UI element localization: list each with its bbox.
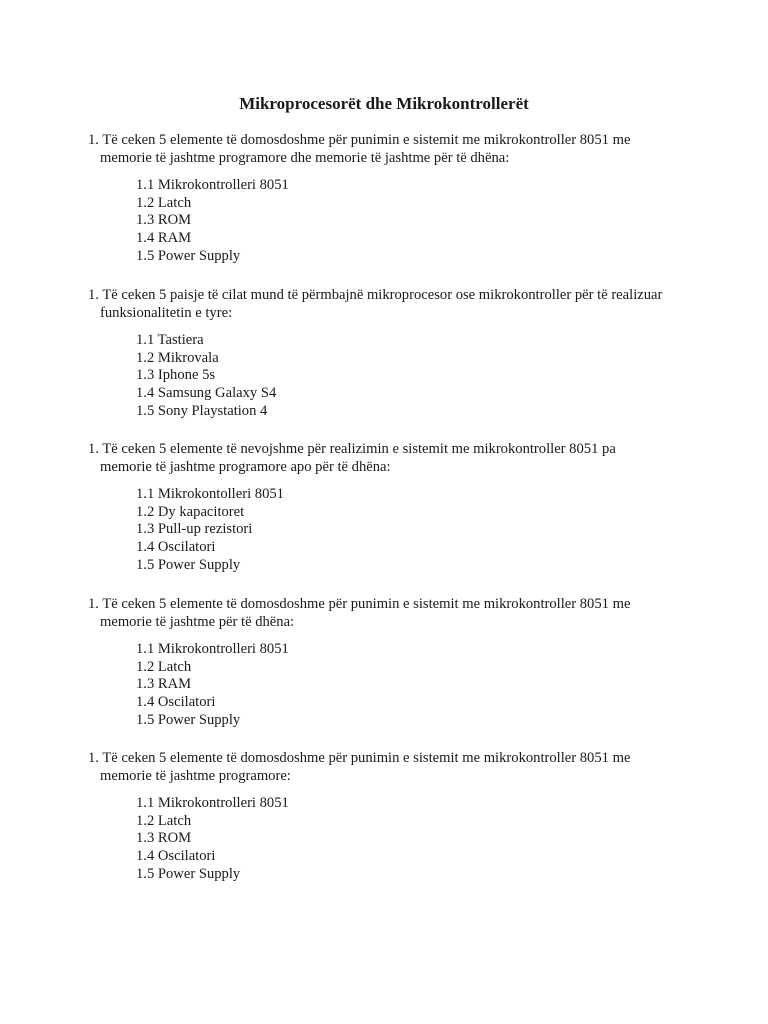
question-text: [88, 749, 668, 785]
question-text: [88, 595, 668, 631]
list-item: 1.2 Mikrovala: [136, 349, 219, 366]
list-item: 1.2 Latch: [136, 658, 192, 675]
list-item: 1.4 RAM: [136, 230, 192, 247]
question-number: 1.: [88, 287, 99, 303]
question-body: Të ceken 5 elemente të nevojshme për realizimin e sistemit me mikrokontroller 8051 pa memorie të jashtme programore apo për të dhëna:: [100, 441, 616, 475]
list-item: 1.5 Power Supply: [136, 711, 241, 728]
list-item: 1.3 ROM: [136, 830, 192, 847]
answer-list: [88, 332, 668, 421]
list-item: 1.3 Iphone 5s: [136, 367, 216, 384]
list-item: 1.2 Latch: [136, 812, 192, 829]
list-item: 1.1 Mikrokontrolleri 8051: [136, 795, 289, 811]
list-item: 1.4 Oscilatori: [136, 539, 216, 556]
question-number: 1.: [88, 596, 99, 612]
question-body: Të ceken 5 elemente të domosdoshme për punimin e sistemit me mikrokontroller 8051 me memorie të jashtme programore:: [100, 750, 631, 784]
question-text: [88, 286, 668, 322]
list-item: 1.5 Sony Playstation 4: [136, 402, 268, 419]
answer-list: [88, 795, 668, 884]
question-1: [88, 131, 668, 266]
question-body: Të ceken 5 paisje të cilat mund të përmbajnë mikroprocesor ose mikrokontroller për të realizuar funksionalitetin e tyre:: [100, 287, 663, 321]
question-text: [88, 131, 668, 167]
question-number: 1.: [88, 441, 99, 457]
question-number: 1.: [88, 750, 99, 766]
answer-list: [88, 177, 668, 266]
question-4: [88, 595, 668, 730]
question-text: [88, 440, 668, 476]
list-item: 1.5 Power Supply: [136, 556, 241, 573]
list-item: 1.3 RAM: [136, 676, 192, 693]
question-5: [88, 749, 668, 884]
list-item: 1.4 Oscilatori: [136, 694, 216, 711]
list-item: 1.1 Tastiera: [136, 332, 204, 348]
list-item: 1.2 Dy kapacitoret: [136, 503, 245, 520]
list-item: 1.1 Mikrokontrolleri 8051: [136, 641, 289, 657]
list-item: 1.4 Samsung Galaxy S4: [136, 385, 277, 402]
question-number: 1.: [88, 132, 99, 148]
answer-list: [88, 486, 668, 575]
question-2: [88, 286, 668, 421]
list-item: 1.3 ROM: [136, 212, 192, 229]
question-body: Të ceken 5 elemente të domosdoshme për punimin e sistemit me mikrokontroller 8051 me memorie të jashtme programore dhe memorie të jashtme për të dhëna:: [100, 132, 631, 166]
list-item: 1.2 Latch: [136, 194, 192, 211]
list-item: 1.3 Pull-up rezistori: [136, 521, 253, 538]
list-item: 1.4 Oscilatori: [136, 848, 216, 865]
list-item: 1.1 Mikrokontrolleri 8051: [136, 177, 289, 193]
list-item: 1.5 Power Supply: [136, 247, 241, 264]
answer-list: [88, 641, 668, 730]
question-body: Të ceken 5 elemente të domosdoshme për punimin e sistemit me mikrokontroller 8051 me memorie të jashtme për të dhëna:: [100, 596, 631, 630]
document-title: Mikroprocesorët dhe Mikrokontrollerët: [239, 94, 529, 113]
list-item: 1.5 Power Supply: [136, 865, 241, 882]
list-item: 1.1 Mikrokontolleri 8051: [136, 486, 284, 502]
question-3: [88, 440, 668, 575]
